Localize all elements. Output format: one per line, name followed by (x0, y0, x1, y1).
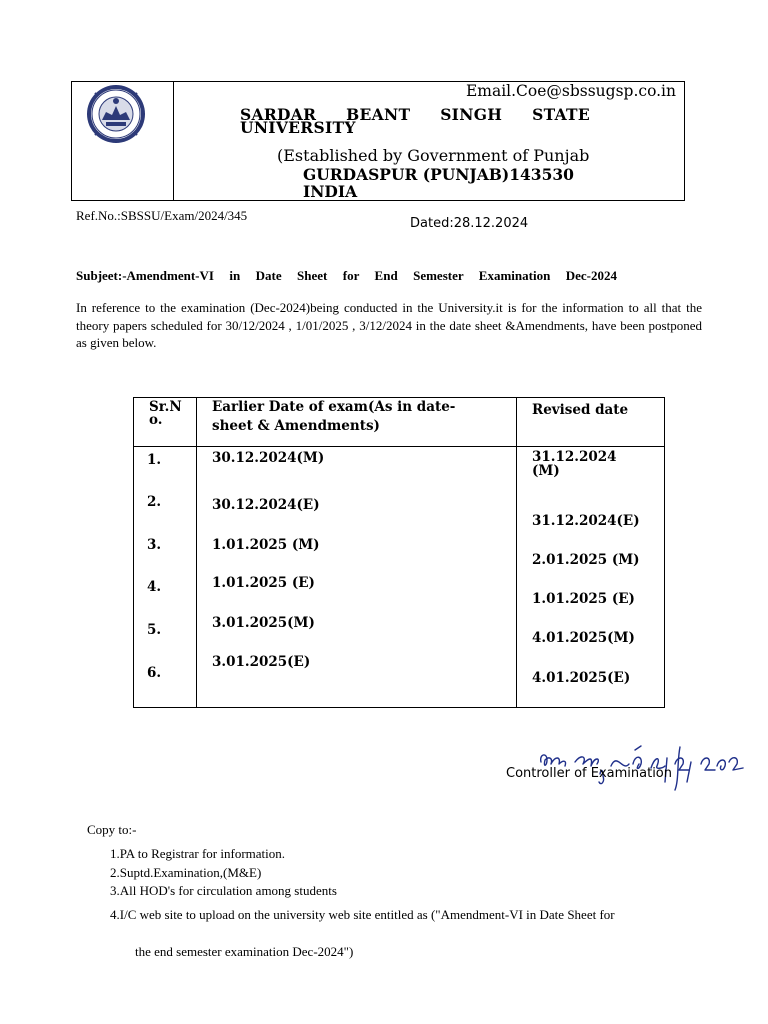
row-srno: 3. (147, 537, 162, 553)
university-name: SARDAR BEANT SINGH STATE UNIVERSITY (240, 105, 590, 137)
header-earlier-date: Earlier Date of exam(As in date- sheet & Amendments) (212, 399, 456, 434)
reference-number: Ref.No.:SBSSU/Exam/2024/345 (76, 208, 248, 223)
copy-to-item: 3.All HOD's for circulation among students (110, 883, 337, 898)
subject-line: Subjeet:-Amendment-VI in Date Sheet for End Semester Examination Dec-2024 (76, 268, 617, 283)
logo-cell (72, 82, 174, 200)
body-paragraph: In reference to the examination (Dec-2024)being conducted in the University.it is for the information to all that the theory papers scheduled for 30/12/2024 , 1/01/2025 , 3/12/2024 in the date sheet &Amendments, have been postponed as given below. (76, 300, 702, 350)
header-srno: Sr.N o. (149, 399, 182, 428)
row-earlier-date: 3.01.2025(M) (212, 615, 315, 631)
row-srno: 6. (147, 665, 162, 681)
row-srno: 1. (147, 452, 162, 468)
date-line: Dated:28.12.2024 (410, 216, 529, 231)
table-header-divider (134, 446, 664, 447)
table-column-divider (516, 398, 517, 707)
header-revised-date: Revised date (532, 402, 629, 418)
university-seal-icon (86, 84, 146, 144)
date-revision-table (133, 397, 665, 708)
row-earlier-date: 1.01.2025 (M) (212, 537, 320, 553)
row-earlier-date: 1.01.2025 (E) (212, 575, 315, 591)
copy-to-item: 1.PA to Registrar for information. (110, 846, 286, 861)
row-srno: 5. (147, 622, 162, 638)
row-srno: 4. (147, 579, 162, 595)
row-revised-date: 2.01.2025 (M) (532, 552, 640, 568)
copy-to-item: 2.Suptd.Examination,(M&E) (110, 865, 262, 880)
email-address: Email.Coe@sbssugsp.co.in (465, 82, 676, 100)
address-block (303, 166, 574, 200)
address-country: INDIA (303, 182, 358, 201)
established-line: (Established by Government of Punjab (277, 146, 590, 165)
row-srno: 2. (147, 494, 162, 510)
address-city: GURDASPUR (PUNJAB)143530 (303, 165, 574, 184)
signatory-title: Controller of Examination (506, 766, 672, 781)
row-earlier-date: 3.01.2025(E) (212, 654, 311, 670)
table-column-divider (196, 398, 197, 707)
copy-to-label: Copy to:- (87, 822, 137, 837)
row-revised-date: 1.01.2025 (E) (532, 591, 635, 607)
row-earlier-date: 30.12.2024(E) (212, 497, 320, 513)
letterhead-box (71, 81, 685, 201)
row-revised-date: 4.01.2025(E) (532, 670, 631, 686)
row-revised-date: 31.12.2024(E) (532, 513, 640, 529)
copy-to-item: 4.I/C web site to upload on the university web site entitled as ("Amendment-VI in Date Sheet for (110, 907, 615, 922)
row-revised-date: 4.01.2025(M) (532, 630, 635, 646)
copy-to-item-continued: the end semester examination Dec-2024") (135, 944, 354, 959)
row-revised-date: 31.12.2024 (M) (532, 449, 617, 479)
row-earlier-date: 30.12.2024(M) (212, 450, 325, 466)
